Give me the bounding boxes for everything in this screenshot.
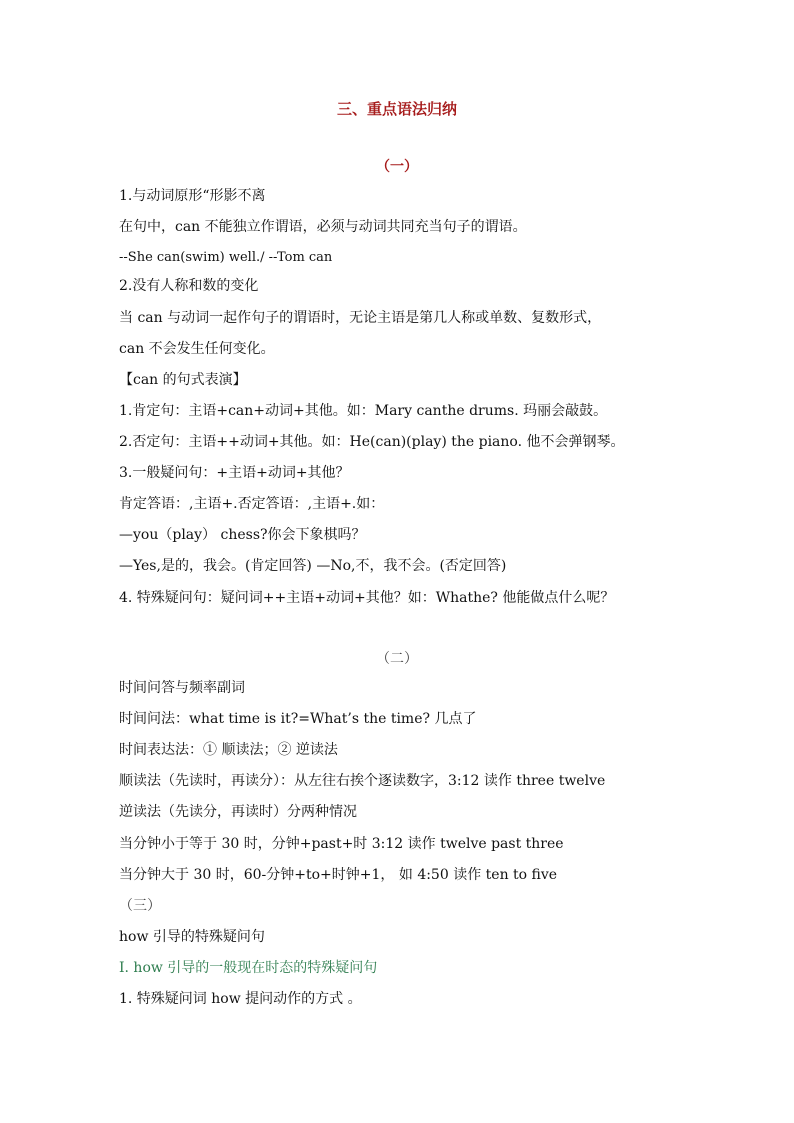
- text-line: 顺读法（先读时，再读分）：从左往右挨个逐读数字，3:12 读作 three twelve: [119, 773, 606, 789]
- text-line: 2.没有人称和数的变化: [119, 278, 259, 294]
- text-line: 当分钟小于等于 30 时，分钟+past+时 3:12 读作 twelve past three: [119, 836, 564, 852]
- section-heading-2: （二）: [376, 651, 418, 667]
- text-line: can 不会发生任何变化。: [119, 341, 275, 357]
- time-expression-label: 时间表达法：: [119, 742, 203, 758]
- text-line: 时间问答与频率副词: [119, 680, 245, 696]
- text-line: 【can 的句式表演】: [119, 372, 247, 388]
- text-line: 3.一般疑问句：+主语+动词+其他？: [119, 465, 350, 481]
- text-line: 当 can 与动词一起作句子的谓语时，无论主语是第几人称或单数、复数形式，: [119, 310, 602, 326]
- text-line: [119, 741, 338, 759]
- text-line: --She can(swim) well./ --Tom can: [119, 250, 333, 265]
- text-line: —Yes,是的，我会。(肯定回答) —No,不，我不会。(否定回答): [119, 558, 507, 574]
- text-line: 1.与动词原形“形影不离: [119, 188, 266, 204]
- text-line: 时间问法：what time is it?=What’s the time? 几点了: [119, 711, 477, 727]
- text-line: 逆读法（先读分，再读时）分两种情况: [119, 804, 357, 820]
- time-expression-methods: ① 顺读法；② 逆读法: [203, 742, 338, 758]
- text-line: how 引导的特殊疑问句: [119, 929, 265, 945]
- section-heading-1: （一）: [376, 159, 418, 175]
- text-line: 1. 特殊疑问词 how 提问动作的方式 。: [119, 991, 362, 1007]
- text-line: 当分钟大于 30 时，60-分钟+to+时钟+1， 如 4:50 读作 ten to five: [119, 867, 558, 883]
- subheading-how: Ⅰ. how 引导的一般现在时态的特殊疑问句: [119, 960, 378, 976]
- text-line: 2.否定句：主语++动词+其他。如：He(can)(play) the piano. 他不会弹钢琴。: [119, 434, 625, 450]
- text-line: 4. 特殊疑问句：疑问词++主语+动词+其他？如：Whathe? 他能做点什么呢？: [119, 590, 615, 606]
- text-line: 1.肯定句：主语+can+动词+其他。如：Mary canthe drums. 玛丽会敲鼓。: [119, 403, 608, 419]
- text-line: 肯定答语：,主语+.否定答语：,主语+.如：: [119, 496, 385, 512]
- page-title: 三、重点语法归纳: [336, 100, 457, 118]
- text-line: 在句中，can 不能独立作谓语，必须与动词共同充当句子的谓语。: [119, 219, 527, 235]
- section-heading-3: （三）: [119, 898, 161, 914]
- text-line: —you（play） chess?你会下象棋吗？: [119, 527, 366, 543]
